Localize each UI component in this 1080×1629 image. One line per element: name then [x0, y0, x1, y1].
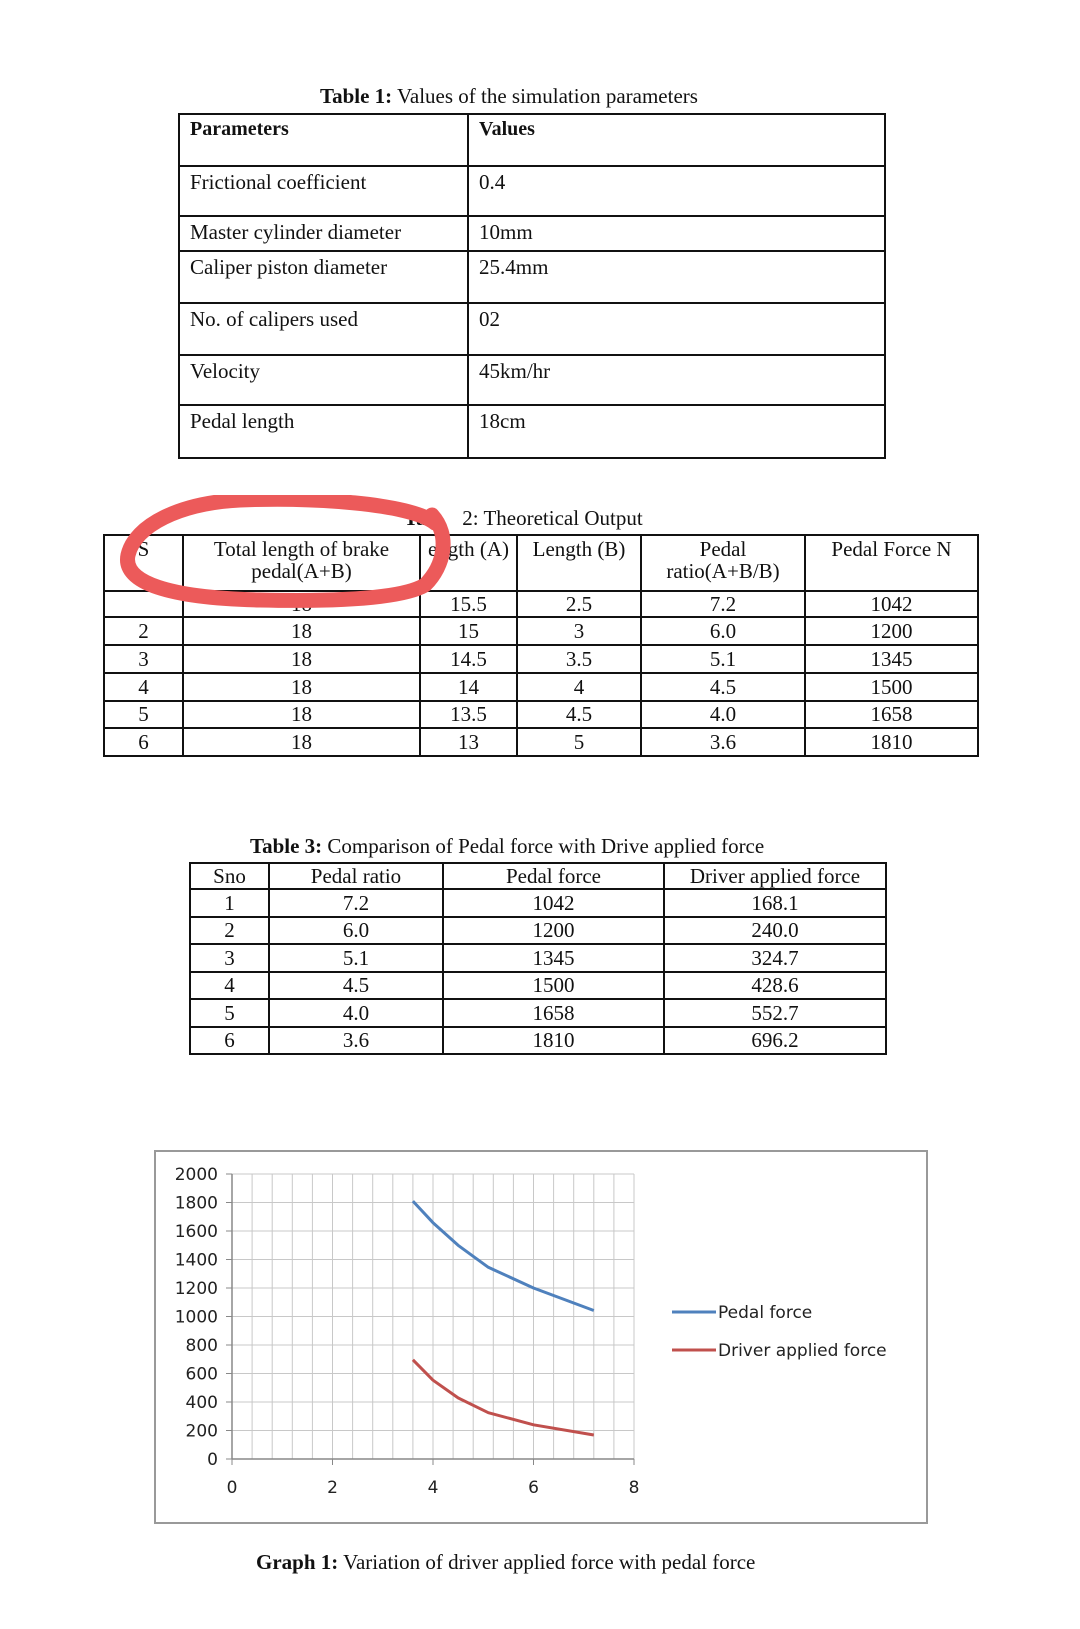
table3-cell: 2	[190, 917, 269, 944]
table-row	[179, 251, 885, 303]
y-tick-label: 1200	[174, 1279, 218, 1299]
graph-caption-text: Variation of driver applied force with pedal force	[338, 1550, 756, 1574]
table2-cell: 4	[517, 673, 641, 701]
table2-cell: 14.5	[420, 645, 517, 673]
table3-cell: 3.6	[269, 1027, 443, 1054]
table2-cell: 14	[420, 673, 517, 701]
y-tick-label: 200	[185, 1421, 218, 1442]
table1-cell: Pedal length	[179, 405, 468, 458]
table3-cell: 428.6	[664, 972, 886, 999]
table1-cell: Velocity	[179, 355, 468, 405]
table-row	[179, 355, 885, 405]
table1-cell: No. of calipers used	[179, 303, 468, 355]
y-tick-label: 800	[185, 1336, 218, 1356]
table-row	[104, 728, 978, 756]
table2-header-total-length: Total length of brake pedal(A+B)	[183, 535, 420, 591]
y-tick-label: 1000	[174, 1307, 218, 1328]
table2-cell: 1200	[805, 617, 978, 645]
table1-cell: Frictional coefficient	[179, 166, 468, 216]
table3-caption	[250, 834, 764, 859]
table2-cell: 1500	[805, 673, 978, 701]
table-row	[190, 889, 886, 917]
table3-cell: 1200	[443, 917, 664, 944]
table3-cell: 1345	[443, 944, 664, 972]
table2-caption-text: 2: Theoretical Output	[462, 506, 643, 530]
table3-header-pedal-force: Pedal force	[443, 863, 664, 889]
legend-label: Pedal force	[718, 1303, 813, 1323]
table2-cell: 15.5	[420, 591, 517, 617]
table3-header-sno: Sno	[190, 863, 269, 889]
table1-cell: 10mm	[468, 216, 885, 251]
table3-cell: 1	[190, 889, 269, 917]
table-row	[179, 405, 885, 458]
table3-cell: 552.7	[664, 999, 886, 1027]
x-tick-label: 6	[528, 1478, 539, 1498]
graph-caption-prefix: Graph 1:	[256, 1550, 339, 1574]
x-tick-label: 2	[327, 1478, 338, 1498]
table2-cell: 1345	[805, 645, 978, 673]
table-row	[104, 701, 978, 728]
table-row	[190, 999, 886, 1027]
table2-cell: 2	[104, 617, 183, 645]
x-tick-label: 8	[628, 1478, 640, 1498]
table3-cell: 3	[190, 944, 269, 972]
table2-header-pedal-ratio: Pedal ratio(A+B/B)	[641, 535, 805, 591]
table-row	[190, 1027, 886, 1054]
table2-cell: 18	[183, 617, 420, 645]
y-tick-label: 600	[185, 1364, 218, 1385]
table2-cell: 3.6	[641, 728, 805, 756]
series-line-driver-applied-force	[413, 1360, 594, 1435]
table2-cell: 18	[183, 645, 420, 673]
table3-cell: 324.7	[664, 944, 886, 972]
table3-cell: 1658	[443, 999, 664, 1027]
table3-cell: 168.1	[664, 889, 886, 917]
y-tick-label: 1800	[174, 1193, 218, 1214]
table2-cell: 3	[104, 645, 183, 673]
table2-cell: 3.5	[517, 645, 641, 673]
table1-header-row	[179, 114, 885, 166]
table2-cell	[104, 591, 183, 617]
table1-cell: 25.4mm	[468, 251, 885, 303]
table3-header-pedal-ratio: Pedal ratio	[269, 863, 443, 889]
table1-cell: Caliper piston diameter	[179, 251, 468, 303]
graph-caption	[256, 1550, 755, 1575]
table1-header-parameters: Parameters	[179, 114, 468, 166]
table1-caption	[320, 84, 698, 109]
table2-cell: 18	[183, 591, 420, 617]
table2-cell: 6	[104, 728, 183, 756]
table2-cell: 13.5	[420, 701, 517, 728]
table2-cell: 18	[183, 728, 420, 756]
table2-cell: 5.1	[641, 645, 805, 673]
table2-cell: 4.5	[517, 701, 641, 728]
table3-header-driver-force: Driver applied force	[664, 863, 886, 889]
table-row	[104, 673, 978, 701]
table-row	[179, 303, 885, 355]
table2-header-row	[104, 535, 978, 591]
table3-cell: 1042	[443, 889, 664, 917]
table2-cell: 2.5	[517, 591, 641, 617]
table2-header-pedal-force: Pedal Force N	[805, 535, 978, 591]
y-tick-label: 2000	[174, 1165, 218, 1185]
series-line-pedal-force	[413, 1201, 594, 1310]
table1-header-values: Values	[468, 114, 885, 166]
table2-cell: 18	[183, 701, 420, 728]
x-tick-label: 0	[226, 1478, 238, 1498]
table3-cell: 7.2	[269, 889, 443, 917]
table-row	[190, 944, 886, 972]
table-row	[190, 972, 886, 999]
table1-cell: 18cm	[468, 405, 885, 458]
table2-cell: 1810	[805, 728, 978, 756]
table2-cell: 5	[104, 701, 183, 728]
table2-cell: 15	[420, 617, 517, 645]
table1-cell: 0.4	[468, 166, 885, 216]
table2-cell: 18	[183, 673, 420, 701]
table-row	[179, 166, 885, 216]
table3-cell: 240.0	[664, 917, 886, 944]
table3-cell: 6	[190, 1027, 269, 1054]
table2-header-length-a: ength (A)	[420, 535, 517, 591]
table3-cell: 1810	[443, 1027, 664, 1054]
table1	[178, 113, 886, 459]
table3-cell: 696.2	[664, 1027, 886, 1054]
line-chart	[156, 1152, 926, 1522]
table2-cell: 3	[517, 617, 641, 645]
y-tick-label: 1600	[174, 1222, 218, 1242]
table3-cell: 5	[190, 999, 269, 1027]
table1-caption-text: Values of the simulation parameters	[392, 84, 698, 108]
table3-cell: 5.1	[269, 944, 443, 972]
table3-cell: 4.0	[269, 999, 443, 1027]
table-row	[179, 216, 885, 251]
y-tick-label: 0	[207, 1450, 218, 1470]
table2-caption-prefix: Tab	[404, 506, 439, 530]
table1-cell: 45km/hr	[468, 355, 885, 405]
table2-cell: 6.0	[641, 617, 805, 645]
table1-caption-prefix: Table 1:	[320, 84, 393, 108]
table3-cell: 4	[190, 972, 269, 999]
table-row	[104, 617, 978, 645]
legend-label: Driver applied force	[718, 1341, 887, 1361]
y-tick-label: 1400	[174, 1250, 218, 1271]
table2-cell: 1042	[805, 591, 978, 617]
x-tick-label: 4	[427, 1478, 439, 1498]
table1-cell: Master cylinder diameter	[179, 216, 468, 251]
table3-caption-text: Comparison of Pedal force with Drive applied force	[322, 834, 765, 858]
table3-header-row	[190, 863, 886, 889]
y-tick-label: 400	[185, 1393, 218, 1413]
table2-cell: 7.2	[641, 591, 805, 617]
table2-caption	[404, 506, 643, 531]
table2-cell: 1658	[805, 701, 978, 728]
table2-cell: 4.5	[641, 673, 805, 701]
table2-cell: 13	[420, 728, 517, 756]
chart-frame	[154, 1150, 928, 1524]
table-row	[104, 645, 978, 673]
table3-cell: 1500	[443, 972, 664, 999]
table2-header-length-b: Length (B)	[517, 535, 641, 591]
table3-cell: 4.5	[269, 972, 443, 999]
table2	[103, 534, 979, 757]
table2-cell: 5	[517, 728, 641, 756]
table3-cell: 6.0	[269, 917, 443, 944]
table2-cell: 4.0	[641, 701, 805, 728]
table2-header-sno: S	[104, 535, 183, 591]
table-row	[190, 917, 886, 944]
table2-cell: 4	[104, 673, 183, 701]
table-row	[104, 591, 978, 617]
table3	[189, 862, 887, 1055]
table1-cell: 02	[468, 303, 885, 355]
table3-caption-prefix: Table 3:	[250, 834, 323, 858]
